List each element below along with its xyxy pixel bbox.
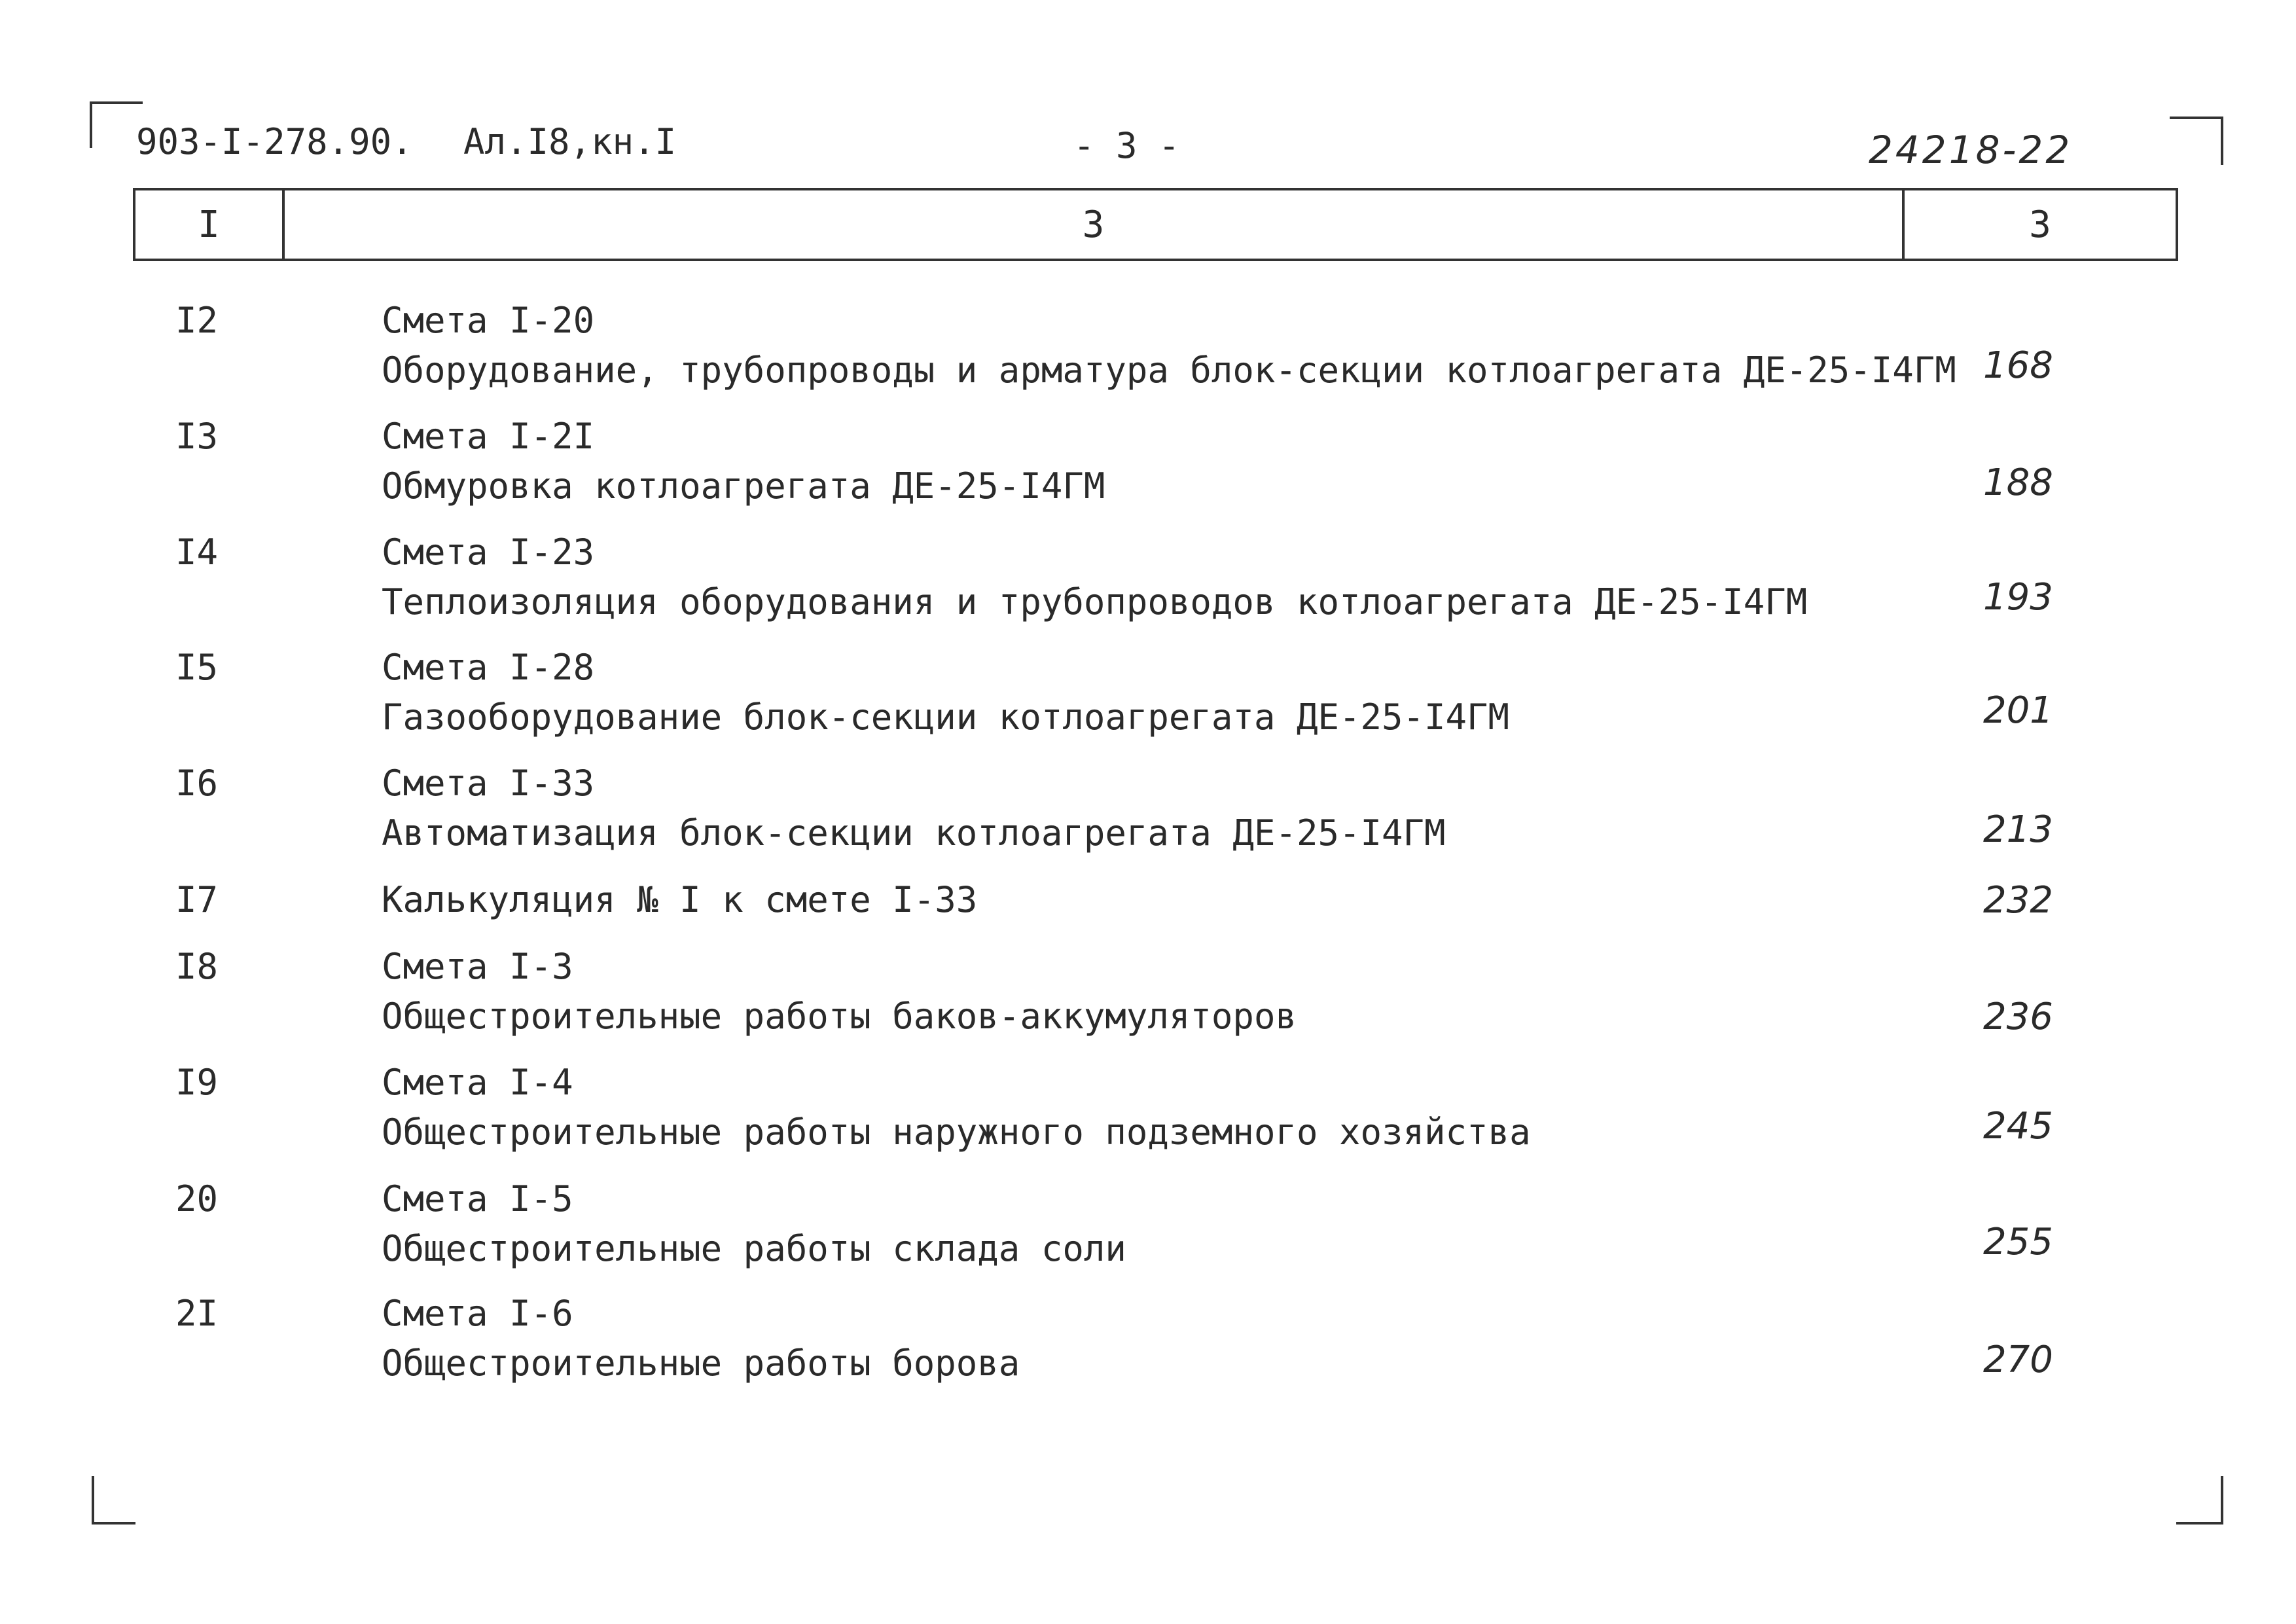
entry-page: 255 [1983, 1221, 2053, 1263]
column-header-table [133, 188, 2178, 261]
entry-title: Калькуляция № I к смете I-33 [382, 879, 978, 920]
entry-description: Газооборудование блок-секции котлоагрегата ДЕ-25-I4ГМ [382, 696, 1510, 738]
entry-number: I8 [175, 946, 219, 987]
entry-title: Смета I-28 [382, 647, 595, 688]
entry-page: 245 [1983, 1105, 2053, 1147]
entry-description: Теплоизоляция оборудования и трубопроводов котлоагрегата ДЕ-25-I4ГМ [382, 581, 1808, 623]
frame-corner-top-right [2170, 117, 2223, 165]
entry-page: 168 [1983, 344, 2053, 387]
entry-title: Смета I-5 [382, 1178, 573, 1219]
entry-page: 270 [1983, 1339, 2053, 1381]
entry-title: Смета I-20 [382, 300, 595, 341]
entry-title: Смета I-23 [382, 532, 595, 573]
entry-number: 2I [175, 1293, 219, 1334]
entry-number: I2 [175, 300, 219, 341]
entry-description: Общестроительные работы баков-аккумуляторов [382, 996, 1297, 1037]
registration-number: 24218-22 [1869, 128, 2073, 172]
entry-title: Смета I-2I [382, 416, 595, 457]
entry-description: Обмуровка котлоагрегата ДЕ-25-I4ГМ [382, 465, 1105, 507]
entry-title: Смета I-33 [382, 763, 595, 804]
entry-page: 236 [1983, 996, 2053, 1038]
entry-description: Общестроительные работы борова [382, 1343, 1020, 1384]
frame-corner-bottom-right [2176, 1476, 2223, 1525]
entry-number: I4 [175, 532, 219, 573]
entry-page: 188 [1983, 461, 2053, 504]
column-header-2: 3 [285, 190, 1905, 259]
entry-title: Смета I-3 [382, 946, 573, 987]
entry-page: 193 [1983, 576, 2053, 619]
column-header-3: 3 [2029, 203, 2051, 246]
entry-number: I5 [175, 647, 219, 688]
album-reference: Ал.I8,кн.I [463, 121, 677, 162]
entry-page: 201 [1983, 689, 2053, 732]
page-number: - 3 - [1073, 125, 1180, 166]
entry-number: I9 [175, 1062, 219, 1103]
column-header-1: I [135, 190, 285, 259]
entry-number: I3 [175, 416, 219, 457]
entry-title: Смета I-6 [382, 1293, 573, 1334]
entry-number: 20 [175, 1178, 219, 1219]
entry-description: Общестроительные работы склада соли [382, 1228, 1126, 1269]
entry-page: 232 [1983, 879, 2053, 922]
entry-description: Автоматизация блок-секции котлоагрегата ДЕ-25-I4ГМ [382, 812, 1446, 854]
document-code: 903-I-278.90. [136, 121, 413, 162]
frame-corner-bottom-left [92, 1476, 135, 1525]
entry-description: Оборудование, трубопроводы и арматура блок-секции котлоагрегата ДЕ-25-I4ГМ [382, 350, 1956, 391]
entry-number: I6 [175, 763, 219, 804]
entry-description: Общестроительные работы наружного подземного хозяйства [382, 1111, 1531, 1153]
entry-title: Смета I-4 [382, 1062, 573, 1103]
entry-number: I7 [175, 879, 219, 920]
entry-page: 213 [1983, 808, 2053, 851]
frame-corner-top-left [90, 101, 143, 148]
